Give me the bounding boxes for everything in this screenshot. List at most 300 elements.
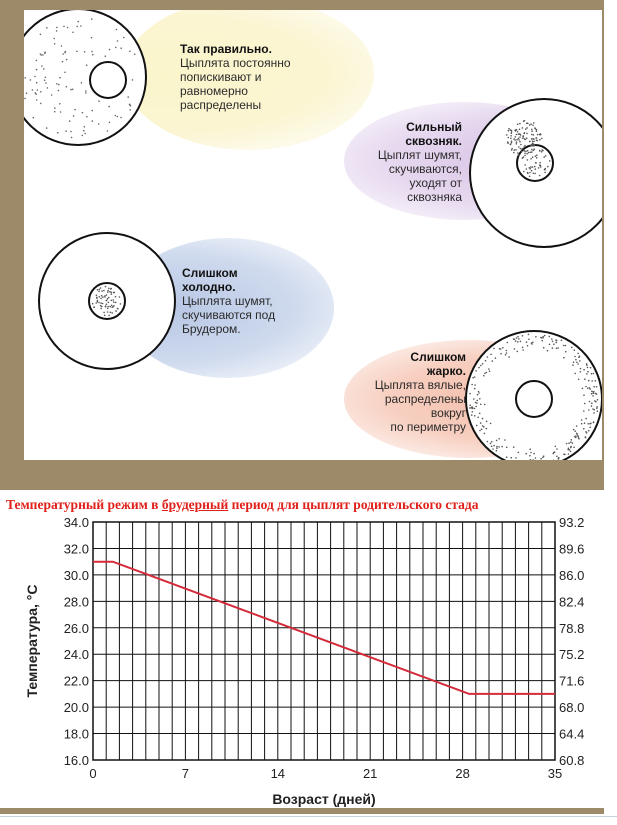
chick-dot [474, 384, 476, 386]
chick-dot [51, 94, 53, 96]
chick-dot [74, 109, 76, 111]
chick-dot [520, 148, 522, 150]
chart-title-part: период для цыплят родительского стада [228, 497, 478, 512]
chick-dot [576, 433, 578, 435]
chick-dot [469, 404, 471, 406]
chick-dot [518, 139, 520, 141]
chick-dot [574, 349, 576, 351]
chick-dot [506, 447, 508, 449]
chick-dot [511, 131, 513, 133]
chick-dot [587, 388, 589, 390]
chick-dot [528, 339, 530, 341]
chick-dot [26, 92, 28, 94]
chick-dot [511, 140, 513, 142]
chick-dot [115, 296, 117, 298]
chick-dot [505, 354, 507, 356]
chick-dot [495, 357, 497, 359]
chick-dot [547, 166, 549, 168]
y-tick-label-right: 68.0 [559, 700, 584, 715]
chick-dot [120, 303, 122, 305]
chick-dot [479, 430, 481, 432]
caption-hot-line: распределены [360, 392, 466, 406]
chick-dot [517, 123, 519, 125]
chick-dot [40, 91, 42, 93]
chick-dot [577, 353, 579, 355]
chick-dot [516, 134, 518, 136]
y-tick-label-right: 71.6 [559, 674, 584, 689]
chick-dot [595, 401, 597, 403]
chick-dot [513, 152, 515, 154]
chick-dot [541, 138, 543, 140]
chick-dot [40, 103, 42, 105]
chick-dot [533, 134, 535, 136]
chick-dot [530, 152, 532, 154]
chick-dot [80, 25, 82, 27]
chick-dot [518, 133, 520, 135]
chick-dot [510, 138, 512, 140]
chick-dot [584, 422, 586, 424]
chick-dot [480, 365, 482, 367]
caption-draft-line: скучиваются, [354, 162, 462, 176]
chick-dot [107, 290, 109, 292]
chick-dot [590, 367, 592, 369]
chick-dot [534, 144, 536, 146]
chick-dot [535, 155, 537, 157]
y-tick-label-left: 20.0 [64, 700, 89, 715]
chick-dot [526, 168, 528, 170]
chick-dot [475, 406, 477, 408]
chick-dot [586, 364, 588, 366]
chick-dot [98, 100, 100, 102]
chick-dot [575, 359, 577, 361]
chick-dot [583, 428, 585, 430]
chick-dot [53, 38, 55, 40]
chick-dot [529, 124, 531, 126]
chick-dot [132, 79, 134, 81]
chick-dot [532, 140, 534, 142]
chick-dot [536, 155, 538, 157]
chick-dot [576, 362, 578, 364]
chick-dot [479, 413, 481, 415]
chick-dot [556, 456, 558, 458]
chick-dot [518, 138, 520, 140]
chick-dot [569, 449, 571, 451]
chick-dot [526, 153, 528, 155]
chick-dot [596, 393, 598, 395]
chick-dot [64, 72, 66, 74]
chick-dot [475, 402, 477, 404]
chick-dot [525, 453, 527, 455]
chick-dot [531, 134, 533, 136]
chick-dot [524, 132, 526, 134]
chick-dot [524, 155, 526, 157]
chick-dot [542, 457, 544, 459]
chick-dot [515, 457, 517, 459]
chick-dot [496, 450, 498, 452]
chick-dot [525, 139, 527, 141]
y-tick-label-right: 64.4 [559, 727, 584, 742]
chick-dot [526, 123, 528, 125]
chick-dot [107, 130, 109, 132]
chick-dot [514, 348, 516, 350]
chick-dot [493, 445, 495, 447]
chick-dot [523, 120, 525, 122]
chick-dot [580, 368, 582, 370]
chick-dot [111, 307, 113, 309]
chick-dot [529, 455, 531, 457]
chick-dot [500, 348, 502, 350]
chick-dot [70, 89, 72, 91]
chick-dot [585, 418, 587, 420]
chick-dot [549, 160, 551, 162]
chick-dot [583, 410, 585, 412]
chick-dot [103, 312, 105, 314]
chick-dot [574, 356, 576, 358]
chick-dot [589, 387, 591, 389]
chick-dot [500, 353, 502, 355]
chick-dot [57, 132, 59, 134]
chick-dot [107, 306, 109, 308]
chick-dot [574, 430, 576, 432]
chick-dot [492, 448, 494, 450]
caption-draft-line: уходят от [354, 176, 462, 190]
x-axis-label: Возраст (дней) [272, 791, 375, 807]
chick-dot [585, 437, 587, 439]
brooder-hot-diagram [466, 331, 602, 460]
chick-dot [534, 127, 536, 129]
chick-dot [592, 408, 594, 410]
chick-dot [516, 129, 518, 131]
chick-dot [99, 289, 101, 291]
brooder-cold-diagram [39, 233, 175, 369]
chick-dot [539, 150, 541, 152]
chick-dot [549, 344, 551, 346]
chick-dot [581, 419, 583, 421]
chick-dot [573, 361, 575, 363]
chick-dot [578, 379, 580, 381]
chick-dot [555, 342, 557, 344]
chick-dot [526, 137, 528, 139]
chick-dot [35, 93, 37, 95]
chick-dot [71, 137, 73, 139]
chart-title-part-underlined: брудерный [162, 497, 228, 512]
chick-dot [510, 144, 512, 146]
chick-dot [518, 452, 520, 454]
chick-dot [533, 453, 535, 455]
chick-dot [70, 131, 72, 133]
chick-dot [544, 172, 546, 174]
chick-dot [516, 337, 518, 339]
chick-dot [108, 302, 110, 304]
chick-dot [588, 409, 590, 411]
chick-dot [553, 343, 555, 345]
chick-dot [56, 27, 58, 29]
chick-dot [511, 148, 513, 150]
chick-dot [555, 446, 557, 448]
chick-dot [115, 47, 117, 49]
chick-dot [91, 37, 93, 39]
chick-dot [524, 153, 526, 155]
chick-dot [474, 388, 476, 390]
chick-dot [578, 438, 580, 440]
chick-dot [62, 61, 64, 63]
chick-dot [517, 351, 519, 353]
chick-dot [77, 21, 79, 23]
chick-dot [106, 303, 108, 305]
chick-dot [539, 175, 541, 177]
chart-panel [0, 490, 604, 808]
chick-dot [101, 306, 103, 308]
chick-dot [105, 55, 107, 57]
chick-dot [86, 64, 88, 66]
chick-dot [529, 176, 531, 178]
caption-hot-title: Слишком [360, 350, 466, 364]
chick-dot [101, 295, 103, 297]
chick-dot [588, 430, 590, 432]
chick-dot [587, 367, 589, 369]
chick-dot [496, 440, 498, 442]
chick-dot [110, 312, 112, 314]
chick-dot [482, 363, 484, 365]
chick-dot [59, 77, 61, 79]
chick-dot [85, 90, 87, 92]
chick-dot [116, 29, 118, 31]
chick-dot [568, 442, 570, 444]
chick-dot [530, 123, 532, 125]
chick-dot [513, 338, 515, 340]
chick-dot [596, 407, 598, 409]
chick-dot [117, 116, 119, 118]
chick-dot [123, 37, 125, 39]
chick-dot [474, 415, 476, 417]
caption-correct-line: Цыплята постоянно [180, 56, 291, 70]
chick-dot [66, 86, 68, 88]
y-tick-label-left: 28.0 [64, 594, 89, 609]
chick-dot [535, 137, 537, 139]
chick-dot [543, 156, 545, 158]
chick-dot [134, 53, 136, 55]
chick-dot [91, 18, 93, 20]
chick-dot [492, 360, 494, 362]
chick-dot [531, 170, 533, 172]
chick-dot [129, 104, 131, 106]
chick-dot [472, 411, 474, 413]
chick-dot [486, 372, 488, 374]
chick-dot [533, 141, 535, 143]
chick-dot [586, 432, 588, 434]
caption-hot-title: жарко. [360, 364, 466, 378]
chick-dot [481, 428, 483, 430]
chick-dot [73, 115, 75, 117]
y-tick-label-left: 34.0 [64, 515, 89, 530]
chick-dot [24, 98, 26, 100]
chick-dot [527, 150, 529, 152]
chick-dot [506, 352, 508, 354]
y-tick-label-right: 75.2 [559, 647, 584, 662]
chick-dot [469, 407, 471, 409]
chick-dot [97, 289, 99, 291]
chick-dot [534, 173, 536, 175]
chick-dot [537, 134, 539, 136]
chick-dot [476, 402, 478, 404]
chick-dot [40, 34, 42, 36]
chick-dot [107, 308, 109, 310]
chick-dot [99, 296, 101, 298]
chick-dot [590, 423, 592, 425]
chick-dot [485, 360, 487, 362]
chick-dot [577, 363, 579, 365]
chick-dot [24, 77, 26, 79]
chick-dot [46, 27, 48, 29]
chick-dot [583, 394, 585, 396]
caption-cold-line: Брудером. [182, 322, 275, 336]
chick-dot [520, 144, 522, 146]
chick-dot [530, 166, 532, 168]
chick-dot [98, 302, 100, 304]
chick-dot [529, 168, 531, 170]
chick-dot [36, 82, 38, 84]
x-tick-label: 14 [271, 766, 285, 781]
chick-dot [523, 150, 525, 152]
chick-dot [109, 291, 111, 293]
chick-dot [589, 401, 591, 403]
chick-dot [130, 105, 132, 107]
chick-dot [102, 303, 104, 305]
chick-dot [56, 30, 58, 32]
chick-dot [511, 133, 513, 135]
caption-hot-line: по периметру [360, 420, 466, 434]
chick-dot [115, 302, 117, 304]
x-tick-label: 0 [89, 766, 96, 781]
chick-dot [519, 129, 521, 131]
chick-dot [549, 336, 551, 338]
chick-dot [493, 348, 495, 350]
chick-dot [111, 293, 113, 295]
chick-dot [65, 130, 67, 132]
chick-dot [92, 303, 94, 305]
chick-dot [525, 128, 527, 130]
chick-dot [531, 129, 533, 131]
chick-dot [531, 149, 533, 151]
chick-dot [107, 291, 109, 293]
chick-dot [514, 149, 516, 151]
chick-dot [129, 109, 131, 111]
chick-dot [104, 315, 106, 317]
chick-dot [107, 311, 109, 313]
chick-dot [533, 122, 535, 124]
chick-dot [478, 391, 480, 393]
chick-dot [469, 393, 471, 395]
caption-draft-title: сквозняк. [354, 134, 462, 148]
chick-dot [545, 155, 547, 157]
chick-dot [522, 349, 524, 351]
chick-dot [41, 65, 43, 67]
caption-hot-line: Цыплята вялые, [360, 378, 466, 392]
chick-dot [539, 164, 541, 166]
chick-dot [102, 296, 104, 298]
chick-dot [523, 156, 525, 158]
chick-dot [93, 306, 95, 308]
chick-dot [115, 115, 117, 117]
y-tick-label-left: 22.0 [64, 674, 89, 689]
chick-dot [486, 421, 488, 423]
chick-dot [54, 43, 56, 45]
chick-dot [536, 130, 538, 132]
chick-dot [540, 134, 542, 136]
chick-dot [591, 393, 593, 395]
chick-dot [536, 157, 538, 159]
chick-dot [107, 298, 109, 300]
chick-dot [120, 47, 122, 49]
chick-dot [65, 51, 67, 53]
chick-dot [111, 292, 113, 294]
chick-dot [36, 99, 38, 101]
chick-dot [565, 351, 567, 353]
chick-dot [595, 380, 597, 382]
chick-dot [486, 428, 488, 430]
caption-correct-line: равномерно [180, 84, 291, 98]
y-tick-label-right: 78.8 [559, 621, 584, 636]
chick-dot [519, 141, 521, 143]
chick-dot [508, 356, 510, 358]
chick-dot [520, 134, 522, 136]
chick-dot [565, 345, 567, 347]
chick-dot [484, 433, 486, 435]
chick-dot [573, 429, 575, 431]
chick-dot [522, 138, 524, 140]
x-tick-label: 7 [182, 766, 189, 781]
chick-dot [478, 392, 480, 394]
chick-dot [591, 402, 593, 404]
chick-dot [45, 77, 47, 79]
chart-title-part: Температурный режим в [6, 497, 162, 512]
chick-dot [66, 59, 68, 61]
chick-dot [47, 87, 49, 89]
chick-dot [516, 141, 518, 143]
chick-dot [506, 134, 508, 136]
chick-dot [113, 305, 115, 307]
caption-correct-line: попискивают и [180, 70, 291, 84]
chick-dot [522, 335, 524, 337]
chick-dot [67, 27, 69, 29]
chick-dot [84, 133, 86, 135]
chick-dot [563, 357, 565, 359]
chick-dot [42, 54, 44, 56]
chick-dot [44, 79, 46, 81]
chick-dot [72, 89, 74, 91]
chick-dot [539, 139, 541, 141]
chick-dot [568, 448, 570, 450]
chick-dot [113, 292, 115, 294]
chick-dot [570, 441, 572, 443]
chick-dot [517, 336, 519, 338]
chick-dot [119, 296, 121, 298]
chick-dot [471, 414, 473, 416]
chick-dot [56, 83, 58, 85]
chick-dot [100, 308, 102, 310]
chick-dot [117, 40, 119, 42]
x-tick-label: 21 [363, 766, 377, 781]
chick-dot [95, 302, 97, 304]
chick-dot [91, 51, 93, 53]
chick-dot [498, 438, 500, 440]
chick-dot [527, 345, 529, 347]
chick-dot [472, 377, 474, 379]
chick-dot [522, 148, 524, 150]
chick-dot [108, 288, 110, 290]
chick-dot [587, 371, 589, 373]
chick-dot [576, 425, 578, 427]
